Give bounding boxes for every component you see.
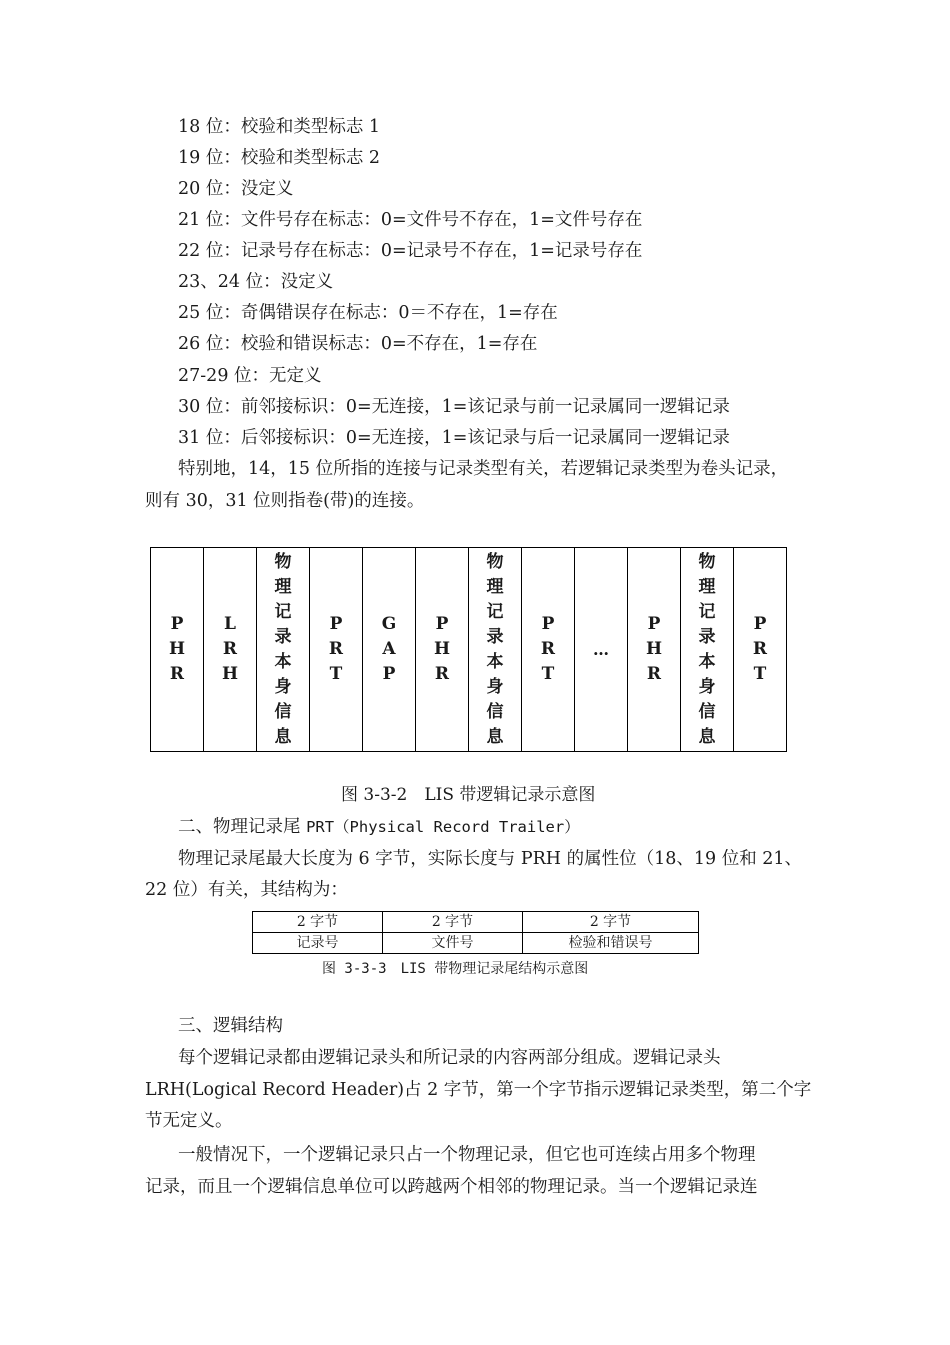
bit-definition-27-29: 27-29 位：无定义 [178,366,322,386]
section-three-para2-line-2: 记录，而且一个逻辑信息单位可以跨越两个相邻的物理记录。当一个逻辑记录连 [145,1177,758,1197]
section-three-para1-line-2: LRH(Logical Record Header)占 2 字节，第一个字节指示逻辑记录类型，第二个字 [145,1080,812,1100]
figure-3-3-3-caption: 图 3-3-3 LIS 带物理记录尾结构示意图 [322,961,589,977]
prt-size-cell: 2 字节 [383,912,523,933]
prt-size-cell: 2 字节 [523,912,699,933]
section-three-para2-line-1: 一般情况下，一个逻辑记录只占一个物理记录，但它也可连续占用多个物理 [178,1145,756,1165]
diagram-cell-physical-record-info: 物理记录本身信息 [681,548,734,752]
prt-size-cell: 2 字节 [253,912,383,933]
bit-definition-20: 20 位：没定义 [178,179,294,199]
section-three-heading: 三、逻辑结构 [178,1016,283,1036]
section-two-para-line-2: 22 位）有关，其结构为： [145,880,348,900]
section-three-para1-line-3: 节无定义。 [145,1111,233,1131]
prt-field-record-number: 记录号 [253,933,383,954]
figure-3-3-2-caption: 图 3-3-2 LIS 带逻辑记录示意图 [341,785,596,805]
diagram-cell-phr: PHR [416,548,469,752]
section-two-heading-english: PRT（Physical Record Trailer） [306,818,580,836]
diagram-cell-physical-record-info: 物理记录本身信息 [257,548,310,752]
bit-definition-22: 22 位：记录号存在标志：0=记录号不存在，1=记录号存在 [178,241,643,261]
diagram-cell-prt: PRT [734,548,787,752]
bit-definition-19: 19 位：校验和类型标志 2 [178,148,381,168]
bit-definition-21: 21 位：文件号存在标志：0=文件号不存在，1=文件号存在 [178,210,643,230]
special-note-line-1: 特别地，14，15 位所指的连接与记录类型有关，若逻辑记录类型为卷头记录， [178,459,789,479]
diagram-cell-prt: PRT [310,548,363,752]
prt-field-checksum-error: 检验和错误号 [523,933,699,954]
section-two-para-line-1: 物理记录尾最大长度为 6 字节，实际长度与 PRH 的属性位（18、19 位和 21、 [178,849,803,869]
diagram-cell-gap: GAP [363,548,416,752]
section-three-para1-line-1: 每个逻辑记录都由逻辑记录头和所记录的内容两部分组成。逻辑记录头 [178,1048,721,1068]
section-two-heading [178,816,580,838]
lis-logical-record-diagram [150,547,787,752]
diagram-cell-physical-record-info: 物理记录本身信息 [469,548,522,752]
diagram-cell-phr: PHR [628,548,681,752]
prt-field-row [253,933,699,954]
bit-definition-30: 30 位：前邻接标识：0=无连接，1=该记录与前一记录属同一逻辑记录 [178,397,730,417]
special-note-line-2: 则有 30，31 位则指卷(带)的连接。 [145,491,425,511]
bit-definition-25: 25 位：奇偶错误存在标志：0＝不存在，1=存在 [178,303,558,323]
bit-definition-18: 18 位：校验和类型标志 1 [178,117,381,137]
prt-size-row [253,912,699,933]
bit-definition-26: 26 位：校验和错误标志：0=不存在，1=存在 [178,334,538,354]
diagram-cell-ellipsis: … [575,548,628,752]
prt-field-file-number: 文件号 [383,933,523,954]
bit-definition-31: 31 位：后邻接标识：0=无连接，1=该记录与后一记录属同一逻辑记录 [178,428,730,448]
section-two-heading-text: 二、物理记录尾 [178,817,307,837]
diagram-cell-lrh: LRH [204,548,257,752]
prt-structure-table [252,911,699,954]
diagram-cell-phr: PHR [151,548,204,752]
bit-definition-23-24: 23、24 位：没定义 [178,272,334,292]
diagram-cell-prt: PRT [522,548,575,752]
